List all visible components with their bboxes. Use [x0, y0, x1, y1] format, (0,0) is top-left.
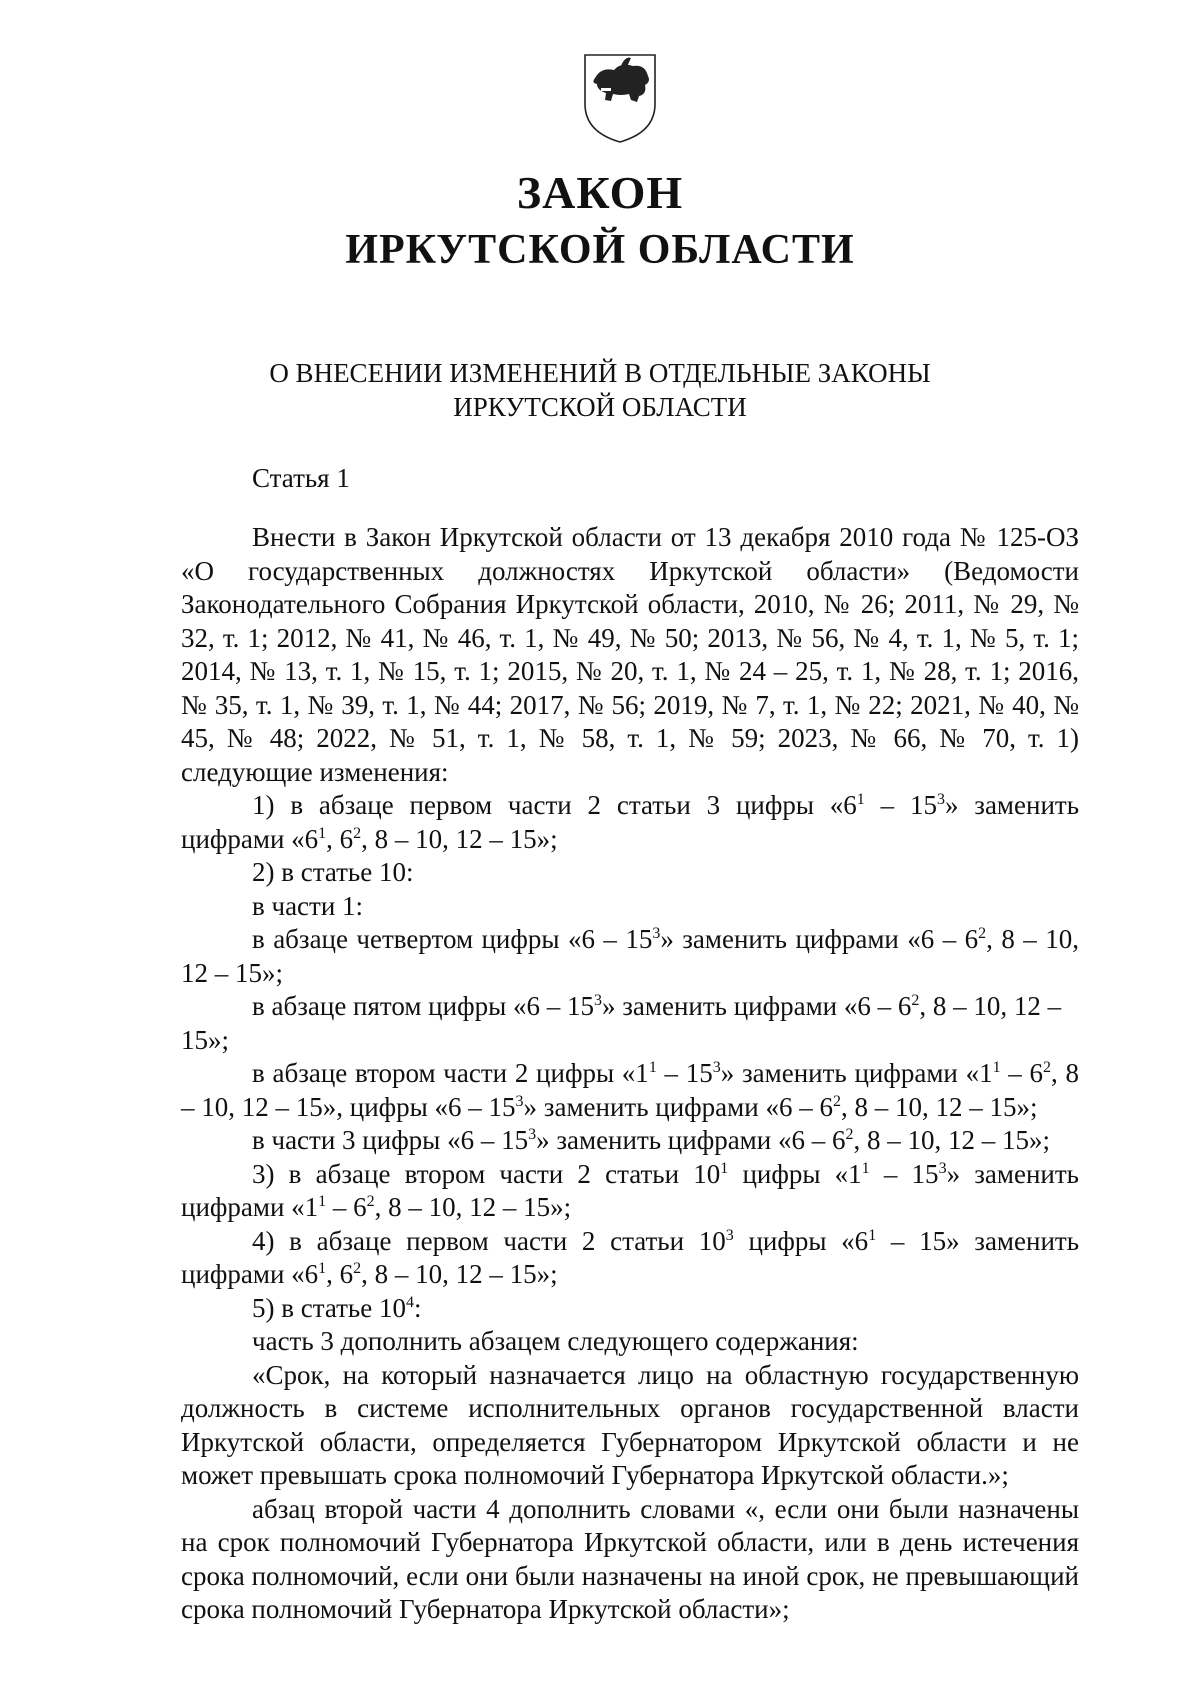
item-5-part-4: абзац второй части 4 дополнить словами «, если они были назначены на срок полномочий Губернатора Иркутской области, или в день истечения срока полномочий, если они были назначены на иной срок, не превышающий срока полномочий Губернатора Иркутской области»;: [181, 1493, 1079, 1624]
item-2-part-2: в абзаце втором части 2 цифры «$1^1 - 15^3$» заменить цифрами «$1^1 - 6^2$, 8 – 10, 12 – 15», цифры «$6 - 15^3$» заменить цифрами «$6 - 6^2$, 8 – 10, 12 – 15»;: [181, 1058, 1080, 1122]
coat-of-arms-icon: [581, 52, 659, 144]
document-title: ЗАКОН: [516, 167, 684, 218]
article-intro-paragraph: Внести в Закон Иркутской области от 13 декабря 2010 года № 125-ОЗ «О государственных должностях Иркутской области» (Ведомости Законодательного Собрания Иркутской области, 2010, № 26; 2011, № 29, № 32, т. 1; 2012, № 41, № 46, т. 1, № 49, № 50; 2013, № 56, № 4, т. 1, № 5, т. 1; 2014, № 13, т. 1, № 15, т. 1; 2015, № 20, т. 1, № 24 – 25, т. 1, № 28, т. 1; 2016, № 35, т. 1, № 39, т. 1, № 44; 2017, № 56; 2019, № 7, т. 1, № 22; 2021, № 40, № 45, № 48; 2022, № 51, т. 1, № 58, т. 1, № 59; 2023, № 66, № 70, т. 1) следующие изменения:: [181, 522, 1079, 787]
item-5-part-3: часть 3 дополнить абзацем следующего содержания:: [252, 1326, 859, 1356]
item-3-paragraph: 3) в абзаце втором части 2 статьи $10^1$ цифры «$1^1 - 15^3$» заменить цифрами «$1^1 - 6^2$, 8 – 10, 12 – 15»;: [181, 1158, 1079, 1222]
law-subject-line1: О ВНЕСЕНИИ ИЗМЕНЕНИЙ В ОТДЕЛЬНЫЕ ЗАКОНЫ: [269, 358, 931, 388]
law-subject-line2: ИРКУТСКОЙ ОБЛАСТИ: [453, 392, 747, 422]
document-title-region: ИРКУТСКОЙ ОБЛАСТИ: [345, 227, 855, 273]
item-2-paragraph: 2) в статье 10:: [252, 857, 414, 887]
item-5-paragraph: 5) в статье $10^4$:: [252, 1292, 422, 1323]
item-2-para-5: в абзаце пятом цифры «$6 - 15^3$» заменить цифрами «$6 - 6^2$, 8 – 10, 12 – 15»;: [181, 991, 1062, 1055]
item-5-quote: «Срок, на который назначается лицо на областную государственную должность в системе исполнительных органов государственной власти Иркутской области, определяется Губернатором Иркутской области и не может превышать срока полномочий Губернатора Иркутской области.»;: [181, 1359, 1079, 1490]
item-1-paragraph: 1) в абзаце первом части 2 статьи 3 цифры «$6^1 - 15^3$» заменить цифрами «$6^1$, $6^2$, 8 – 10, 12 – 15»;: [181, 790, 1080, 854]
item-2-para-4: в абзаце четвертом цифры «$6 - 15^3$» заменить цифрами «$6 - 6^2$, 8 – 10, 12 – 15»;: [181, 924, 1079, 988]
item-4-paragraph: 4) в абзаце первом части 2 статьи $10^3$ цифры «$6^1 - 15$» заменить цифрами «$6^1$, $6^2$, 8 – 10, 12 – 15»;: [181, 1225, 1080, 1289]
article-heading: Статья 1: [252, 463, 350, 493]
item-2-part-1: в части 1:: [252, 890, 364, 921]
article-body: [181, 521, 1079, 1627]
item-2-part-3: в части 3 цифры «$6 - 15^3$» заменить цифрами «$6 - 6^2$, 8 – 10, 12 – 15»;: [252, 1125, 1050, 1155]
